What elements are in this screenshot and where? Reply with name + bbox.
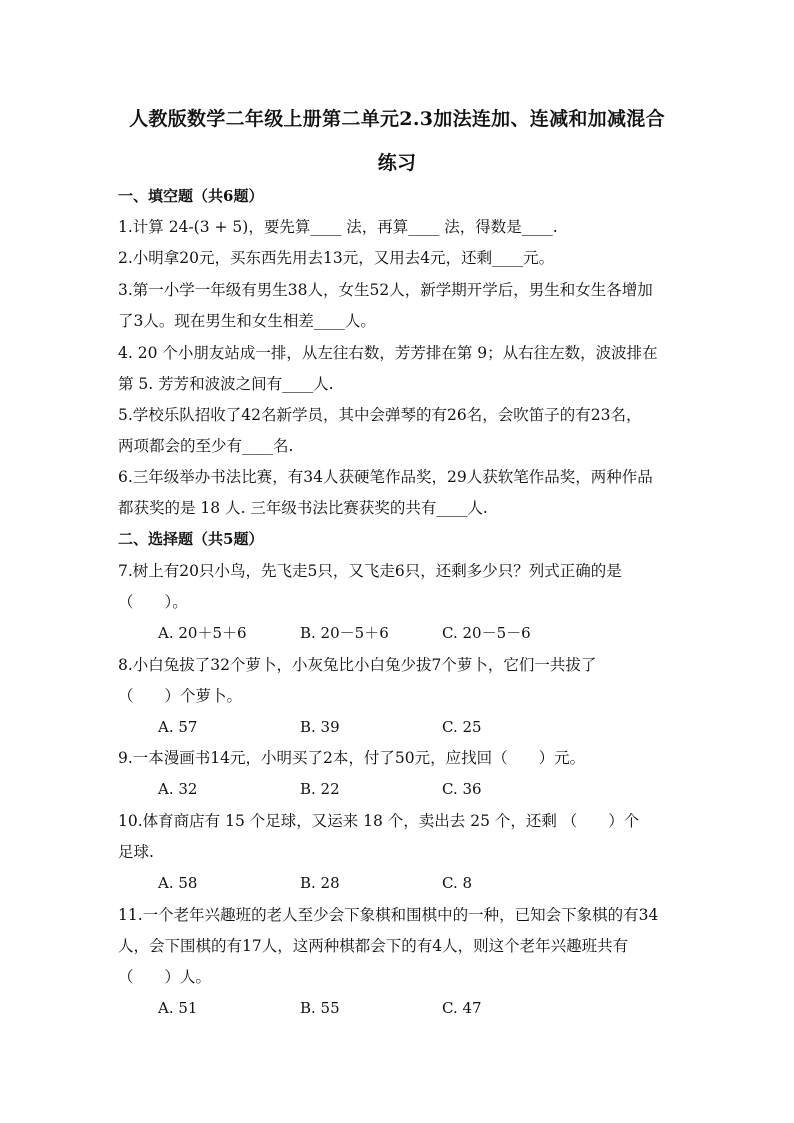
document-title-line-2: 练习	[377, 152, 417, 174]
question-line: 3.第一小学一年级有男生38人，女生52人，新学期开学后，男生和女生各增加	[118, 281, 653, 299]
question-line: 5.学校乐队招收了42名新学员，其中会弹琴的有26名，会吹笛子的有23名，	[118, 406, 642, 424]
option-c[interactable]: C. 20－5－6	[442, 624, 531, 642]
question-line: （ ）。	[118, 593, 188, 611]
question-line: 人，会下围棋的有17人，这两种棋都会下的有4人，则这个老年兴趣班共有	[118, 937, 629, 955]
option-b[interactable]: B. 28	[300, 874, 340, 892]
option-a[interactable]: A. 58	[158, 874, 198, 892]
option-c[interactable]: C. 25	[442, 718, 482, 736]
question-line: 6.三年级举办书法比赛，有34人获硬笔作品奖，29人获软笔作品奖，两种作品	[118, 468, 653, 486]
option-b[interactable]: B. 39	[300, 718, 340, 736]
question-line: 8.小白兔拔了32个萝卜，小灰兔比小白兔少拔7个萝卜，它们一共拔了	[118, 656, 597, 674]
document-title-line-1: 人教版数学二年级上册第二单元2.3加法连加、连减和加减混合	[129, 108, 665, 130]
question-line: 9.一本漫画书14元，小明买了2本，付了50元，应找回（ ）元。	[118, 749, 586, 767]
option-a[interactable]: A. 51	[158, 999, 198, 1017]
question-line: 1.计算 24-(3 + 5)，要先算____ 法，再算____ 法，得数是____.	[118, 218, 558, 236]
question-line: 11.一个老年兴趣班的老人至少会下象棋和围棋中的一种，已知会下象棋的有34	[118, 906, 659, 924]
option-c[interactable]: C. 8	[442, 874, 473, 892]
option-b[interactable]: B. 20－5＋6	[300, 624, 389, 642]
question-line: 7.树上有20只小鸟，先飞走5只，又飞走6只，还剩多少只？列式正确的是	[118, 562, 622, 580]
question-line: 两项都会的至少有____名.	[118, 437, 294, 455]
question-line: 足球.	[118, 843, 154, 861]
option-c[interactable]: C. 36	[442, 780, 482, 798]
question-line: （ ）个萝卜。	[118, 687, 243, 705]
option-b[interactable]: B. 22	[300, 780, 340, 798]
question-line: 4. 20 个小朋友站成一排，从左往右数，芳芳排在第 9；从右往左数，波波排在	[118, 344, 658, 362]
question-line: 都获奖的是 18 人. 三年级书法比赛获奖的共有____人.	[118, 499, 488, 517]
question-line: 2.小明拿20元，买东西先用去13元，又用去4元，还剩____元。	[118, 249, 555, 267]
option-b[interactable]: B. 55	[300, 999, 340, 1017]
question-line: 第 5. 芳芳和波波之间有____人.	[118, 375, 334, 393]
option-c[interactable]: C. 47	[442, 999, 482, 1017]
option-a[interactable]: A. 20＋5＋6	[158, 624, 247, 642]
question-line: 10.体育商店有 15 个足球，又运来 18 个，卖出去 25 个，还剩 （ ）个	[118, 812, 640, 830]
section-heading-fill-in: 一、填空题（共6题）	[118, 187, 264, 205]
section-heading-choice: 二、选择题（共5题）	[118, 530, 264, 548]
question-line: 了3人。现在男生和女生相差____人。	[118, 312, 376, 330]
option-a[interactable]: A. 32	[158, 780, 198, 798]
question-line: （ ）人。	[118, 968, 212, 986]
option-a[interactable]: A. 57	[158, 718, 198, 736]
